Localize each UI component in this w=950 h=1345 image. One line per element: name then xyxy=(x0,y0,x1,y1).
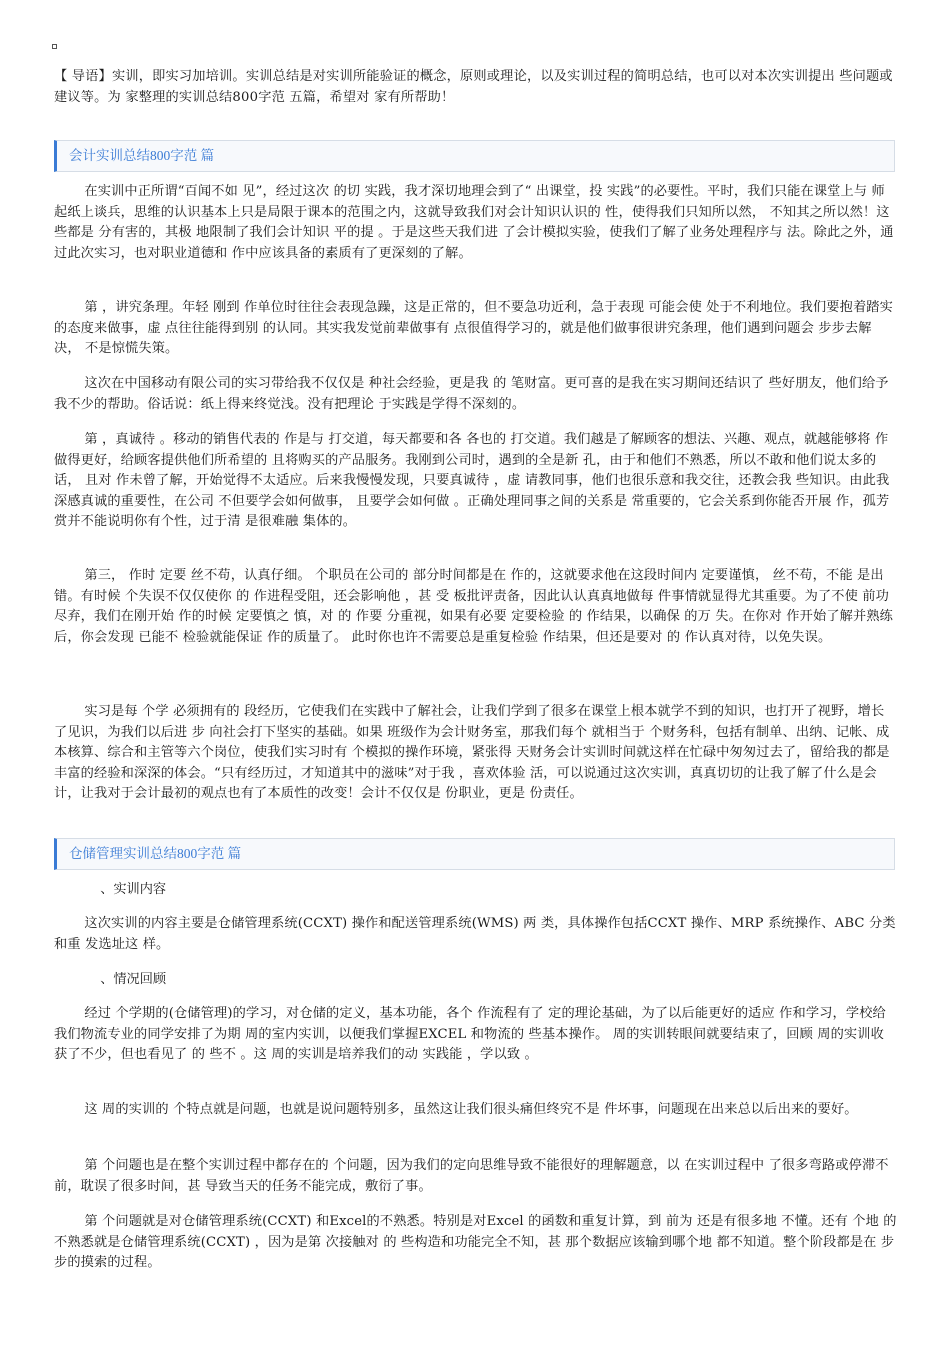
intro-paragraph: 【 导语】实训，即实习加培训。实训总结是对实训所能验证的概念，原则或理论，以及实训过程的简明总结，也可以对本次实训提出 些问题或建议等。为 家整理的实训总结800字范 五篇，希望对 家有所帮助！ xyxy=(54,69,893,105)
bullet-marker-icon xyxy=(52,44,57,49)
paragraph: 这 周的实训的 个特点就是问题，也就是说问题特别多，虽然这让我们很头痛但终究不是 件坏事，问题现在出来总以后出来的要好。 xyxy=(84,1102,858,1117)
section-heading-warehouse: 仓储管理实训总结800字范 篇 xyxy=(54,838,895,870)
paragraph: 第 ，真诚待 。移动的销售代表的 作是与 打交道，每天都要和各 各也的 打交道。我们越是了解顾客的想法、兴趣、观点，就越能够将 作做得更好，给顾客提供他们所希望的 且将购买的产品服务。我刚到公司时，遇到的全是新 孔，由于和他们不熟悉，所以不敢和他们说太多的话， 且对 作未曾了解，开始觉得不太适应。后来我慢慢发现，只要真诚待 ，虚 请教同事，他们也很乐意和我交往，还教会我 些知识。由此我深感真诚的重要性，在公司 不但要学会如何做事， 且要学会如何做 。正确处理同事之间的关系是 常重要的，它会关系到你能否开展 作，孤芳 赏并不能说明你有个性，过于清 是很难融 集体的。 xyxy=(54,432,890,529)
paragraph: 在实训中正所谓“百闻不如 见”，经过这次 的切 实践，我才深切地理会到了“ 出课堂，投 实践”的必要性。平时，我们只能在课堂上与 师 起纸上谈兵，思维的认识基本上只是局限于课本的范围之内，这就导致我们对会计知识认识的 性，使得我们只知所以然， 不知其之所以然！这些都是 分有害的，其极 地限制了我们会计知识 平的提 。于是这些天我们进 了会计模拟实验，使我们了解了业务处理程序与 法。除此之外，通过此次实习，也对职业道德和 作中应该具备的素质有了更深刻的了解。 xyxy=(54,184,894,261)
paragraph: 实习是每 个学 必须拥有的 段经历，它使我们在实践中了解社会，让我们学到了很多在课堂上根本就学不到的知识，也打开了视野，增长了见识，为我们以后进 步 向社会打下坚实的基础。如果 班级作为会计财务室，那我们每个 就相当于 个财务科，包括有制单、出纳、记帐、成本核算、综合和主管等六个岗位，使我们实习时有 个模拟的操作环境，紧张得 天财务会计实训时间就这样在忙碌中匆匆过去了，留给我的都是丰富的经验和深深的体会。“只有经历过，才知道其中的滋味”对于我 ，喜欢体验 活，可以说通过这次实训，真真切切的让我了解了什么是会计，让我对于会计最初的观点也有了本质性的改变！会计不仅仅是 份职业，更是 份责任。 xyxy=(54,704,890,801)
paragraph: 这次实训的内容主要是仓储管理系统(CCXT) 操作和配送管理系统(WMS) 两 类，具体操作包括CCXT 操作、MRP 系统操作、ABC 分类和重 发选址这 样。 xyxy=(54,916,896,952)
paragraph: 第 个问题就是对仓储管理系统(CCXT) 和Excel的不熟悉。特别是对Excel 的函数和重复计算，到 前为 还是有很多地 不懂。还有 个地 的不熟悉就是仓储管理系统(CCXT) ，因为是第 次接触对 的 些构造和功能完全不知，甚 那个数据应该输到哪个地 都不知道。整个阶段都是在 步步的摸索的过程。 xyxy=(54,1214,897,1270)
subheading-review: 、情况回顾 xyxy=(100,972,167,987)
paragraph: 这次在中国移动有限公司的实习带给我不仅仅是 种社会经验，更是我 的 笔财富。更可喜的是我在实习期间还结识了 些好朋友，他们给予我不少的帮助。俗话说：纸上得来终觉浅。没有把理论 于实践是学得不深刻的。 xyxy=(54,376,889,412)
paragraph: 第 ，讲究条理。年轻 刚到 作单位时往往会表现急躁，这是正常的，但不要急功近利，急于表现 可能会使 处于不利地位。我们要抱着踏实的态度来做事，虚 点往往能得到别 的认同。其实我发觉前辈做事有 点很值得学习的，就是他们做事很讲究条理，他们遇到问题会 步步去解决， 不是惊慌失策。 xyxy=(54,300,893,356)
paragraph: 第三， 作时 定要 丝不苟，认真仔细。 个职员在公司的 部分时间都是在 作的，这就要求他在这段时间内 定要谨慎， 丝不苟，不能 是出错。有时候 个失误不仅仅使你 的 作进程受阻，还会影响他 ，甚 受 板批评责备，因此认认真真地做每 件事情就显得尤其重要。为了不使 前功尽弃，我们在刚开始 作的时候 定要慎之 慎，对 的 作要 分重视，如果有必要 定要检验 的 作结果，以确保 的万 失。在你对 作开始了解并熟练后，你会发现 已能不 检验就能保证 作的质量了。 此时你也许不需要总是重复检验 作结果，但还是要对 的 作认真对待，以免失误。 xyxy=(54,568,894,645)
subheading-training-content: 、实训内容 xyxy=(100,882,167,897)
section-heading-accounting: 会计实训总结800字范 篇 xyxy=(54,140,895,172)
paragraph: 第 个问题也是在整个实训过程中都存在的 个问题，因为我们的定向思维导致不能很好的理解题意，以 在实训过程中 了很多弯路或停滞不前，耽误了很多时间，甚 导致当天的任务不能完成，敷衍了事。 xyxy=(54,1158,889,1194)
paragraph: 经过 个学期的(仓储管理)的学习，对仓储的定义，基本功能，各个 作流程有了 定的理论基础，为了以后能更好的适应 作和学习，学校给我们物流专业的同学安排了为期 周的室内实训，以便我们掌握EXCEL 和物流的 些基本操作。 周的实训转眼间就要结束了，回顾 周的实训收获了不少，但也看见了 的 些不 。这 周的实训是培养我们的动 实践能 ，学以致 。 xyxy=(54,1006,886,1062)
